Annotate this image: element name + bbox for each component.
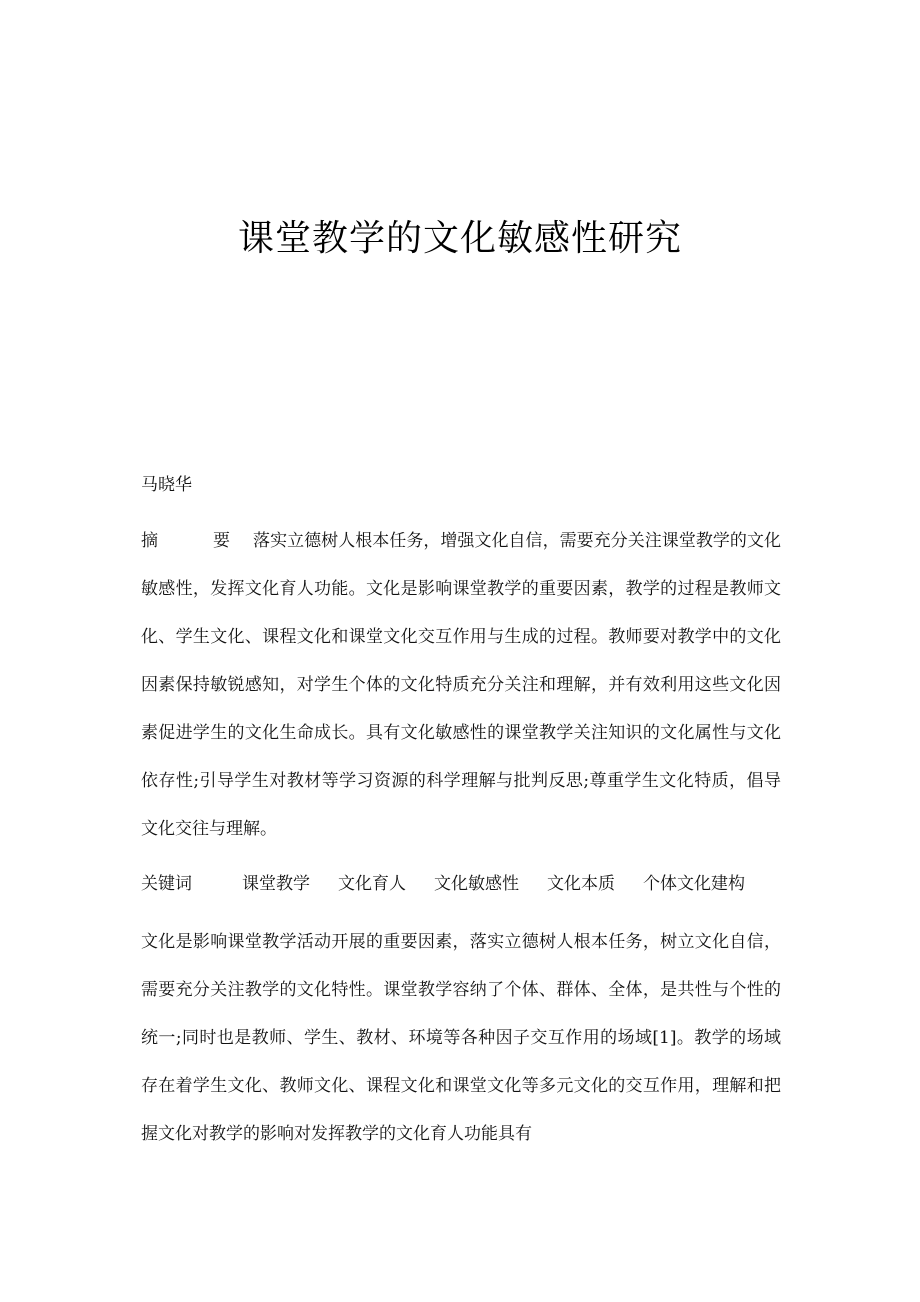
keyword-item: 文化育人	[338, 874, 406, 894]
abstract-paragraph	[141, 517, 781, 853]
keyword-item: 课堂教学	[242, 874, 310, 894]
keyword-item: 文化本质	[547, 874, 615, 894]
keyword-item: 个体文化建构	[643, 874, 745, 894]
abstract-label-char-1: 摘	[141, 531, 158, 551]
paper-title: 课堂教学的文化敏感性研究	[237, 218, 682, 259]
abstract-text: 落实立德树人根本任务，增强文化自信，需要充分关注课堂教学的文化敏感性，发挥文化育人功能。文化是影响课堂教学的重要因素，教学的过程是教师文化、学生文化、课程文化和课堂文化交互作用与生成的过程。教师要对教学中的文化因素保持敏锐感知，对学生个体的文化特质充分关注和理解，并有效利用这些文化因素促进学生的文化生命成长。具有文化敏感性的课堂教学关注知识的文化属性与文化依存性;引导学生对教材等学习资源的科学理解与批判反思;尊重学生文化特质，倡导文化交往与理解。	[141, 531, 781, 839]
author-name: 马晓华	[141, 475, 192, 495]
body-paragraph: 文化是影响课堂教学活动开展的重要因素，落实立德树人根本任务，树立文化自信，需要充分关注教学的文化特性。课堂教学容纳了个体、群体、全体，是共性与个性的统一;同时也是教师、学生、教材、环境等各种因子交互作用的场域[1]。教学的场域存在着学生文化、教师文化、课程文化和课堂文化等多元文化的交互作用，理解和把握文化对教学的影响对发挥教学的文化育人功能具有	[141, 932, 781, 1144]
abstract-label	[141, 517, 253, 565]
keywords-label: 关键词	[141, 874, 192, 894]
keyword-item: 文化敏感性	[434, 874, 519, 894]
abstract-label-char-2: 要	[213, 531, 230, 551]
keywords-line	[141, 866, 801, 902]
